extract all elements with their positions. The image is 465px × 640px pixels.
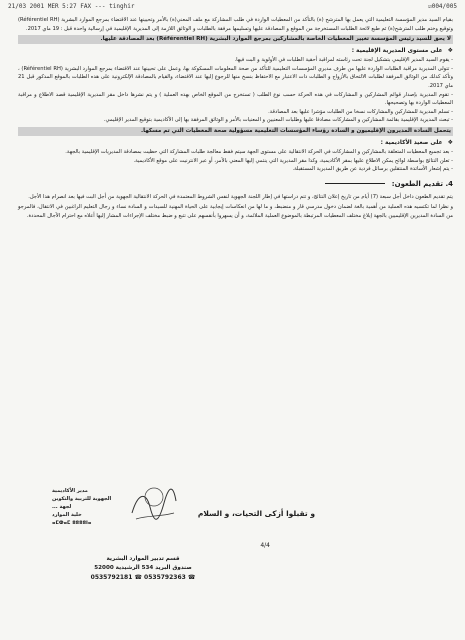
list-item: - تسلم المديرية للمشاركين والمشاركات نسخا من الطلبات مؤشرا عليها بعد المصادقة. <box>18 108 453 117</box>
list-item: - بعد تجميع المعطيات المتعلقة بالمشاركين و المشاركات في الحركة الانتقالية على مستوى الجهة سيتم فقط معالجة طلبات المشاركة التي حظيت بمصادقة المديريات الإقليمية بالجهة. <box>18 148 453 157</box>
subheading-provincial <box>18 46 453 56</box>
list-item: - يتم إشعار الأساتذة المنتقلين برسائل فردية عن طريق المديرية المستقبلة. <box>18 165 453 174</box>
subheading-academy-text: على صعيد الأكاديمية : <box>380 139 443 146</box>
list-item: - تتولى المديرية مراقبة الطلبات الواردة عليها من طرف مديري المؤسسات التعليمية للتأكد من صحة المعلومات المسكوكة بها، وعمل على تحيينها عند الاقتضاء بمرجع الموارد البشرية (Référentiel RH) ، وتأكد كذلك من الوثائق المرفقة لطلبات الالتحاق بالأزواج و الطلبات ذات الاعتبار مع الاحتفاظ بنسخ منها للرجوع إليها عند الاقتضاء، والقيام بالمصادقة الإلكترونية على هذه الطلبات بالموقع المذكور قبل 21 ماي 2017. <box>18 65 453 91</box>
stamp-text-line: خلية الموارد <box>52 512 82 518</box>
fax-header-right: ☑004/005 <box>428 3 457 10</box>
diamond-bullet-icon: ❖ <box>447 47 453 55</box>
stamp-text-line: لجهة ... <box>52 504 72 510</box>
list-item: - يقوم السيد المدير الإقليمي بتشكيل لجنة تحت رئاسته لمراقبة أحقية الطلبات في الأولوية و البت فيها. <box>18 56 453 65</box>
highlight-note-rh: لا يحق للسيد رئيس المؤسسة تغيير المعطيات الخاصة بالمشاركين بمرجع الموارد البشرية (Référentiel RH) بعد المصادقة عليها. <box>18 35 453 44</box>
appeals-paragraph: يتم تقديم الطعون داخل أجل سبعة (7) أيام من تاريخ إعلان النتائج، و تتم دراستها في إطار اللجنة الجهوية لنفس الشروط المعتمدة في الحركة الانتقالية الجهوية من أجل البت فيها بعد انصرام هذا الأجل. <box>28 193 453 200</box>
signature-icon <box>128 483 180 531</box>
provincial-list <box>18 56 453 125</box>
list-item: - تعلن النتائج بواسطة لوائح يمكن الاطلاع عليها بمقر الأكاديمية، وكذا مقر المديرية التي ينتمي إليها المعني بالأمر، أو عبر الانترنيت على موقع الأكاديمية. <box>18 157 453 166</box>
stamp-text-line: ⴰⵎⵀⴰⵎ ⵓⵓⵓⵓⵏⴰ <box>52 520 92 526</box>
section-appeals-heading <box>18 179 453 190</box>
stamp-text-line: مدير الأكاديمية <box>52 488 88 494</box>
document-page <box>18 16 453 640</box>
official-stamp <box>52 487 138 539</box>
intro-paragraph: بقيام السيد مدير المؤسسة التعليمية التي يعمل بها المترشح (ة) بالتأكد من المعطيات الواردة في طلب المشاركة مع ملف المعني(ة) بالأمر وتحيينها عند الاقتضاء بمرجع الموارد البشرية (Référentiel RH) وتوقيع وختم طلب المترشح(ة) ثم طبع لائحة الطلبات المستخرجة من الموقع و المصادقة عليها وتسليمها مرفقة بالطلبات و الوثائق اللازمة إلى المديرية الإقليمية في إرسالية واحدة قبل : 19 ماي 2017. <box>18 17 453 32</box>
closing-salutation: و تقبلوا أزكى التحيات، و السلام <box>197 509 315 518</box>
diamond-bullet-icon: ❖ <box>447 138 453 146</box>
highlight-note-responsibility: يتحمل السادة المديرون الإقليميون و السادة رؤساء المؤسسات التعليمية مسؤولية صحة المعطيات التي تم مسكها. <box>18 127 453 136</box>
footer-phones: 0535792181 ☎ 0535792363 ☎ <box>90 574 196 581</box>
footer-postal: صندوق البريد 534 الرشيدية 52000 <box>94 565 192 571</box>
page-number: 4/4 <box>260 542 270 549</box>
list-item: - تقوم المديرية بإصدار قوائم المشاركين و المشاركات في هذه الحركة حسب نوع الطلب ( تستخرج من الموقع الخاص بهذه العملية ) و يتم نشرها داخل مقر المديرية الإقليمية قصد الاطلاع و مراقبة المعطيات الواردة بها وتصحيحها. <box>18 91 453 108</box>
fax-header <box>8 3 457 13</box>
footer-department: قسم تدبير الموارد البشرية <box>106 556 180 562</box>
section-appeals-title: 4. تقديم الطعون: <box>391 179 453 188</box>
academy-list <box>18 148 453 174</box>
footer-address <box>83 555 203 582</box>
stamp-text-line: الجهوية للتربية والتكوين <box>52 496 112 502</box>
fax-header-left: 21/03 2001 MER 5:27 FAX --- tinghir <box>8 3 135 10</box>
list-item: - تبعث المديرية الإقليمية بقائمة المشاركين و المشاركات مصادقا عليها وطلبات المعنيين و المعنيات بالأمر و الوثائق المرفقة بها إلى الأكاديمية بتوقيع المدير الإقليمي. <box>18 116 453 125</box>
subheading-academy <box>18 138 453 148</box>
heading-underline <box>325 183 385 184</box>
conclusion-paragraph: و نظرا لما تكتسيه هذه العملية من أهمية بالغة لضمان دخول مدرسي قار و منضبط، و ما لها من انعكاسات إيجابية على الحياة المهنية للسيدات و السادة نساء و رجال التعليم الراغبين في الانتقال، فالمرجو من السادة المديرين الإقليميين بالجهة إبلاغ مختلف المعطيات المرتبطة بالموضوع العملية الملائمة، و أن يسهروا بأنفسهم على تتبع و ضبط مختلف الإجراءات المشار إليها أعلاه مع احترام الآجال المحددة. <box>18 204 453 219</box>
subheading-provincial-text: على مستوى المديرية الإقليمية : <box>351 48 443 55</box>
